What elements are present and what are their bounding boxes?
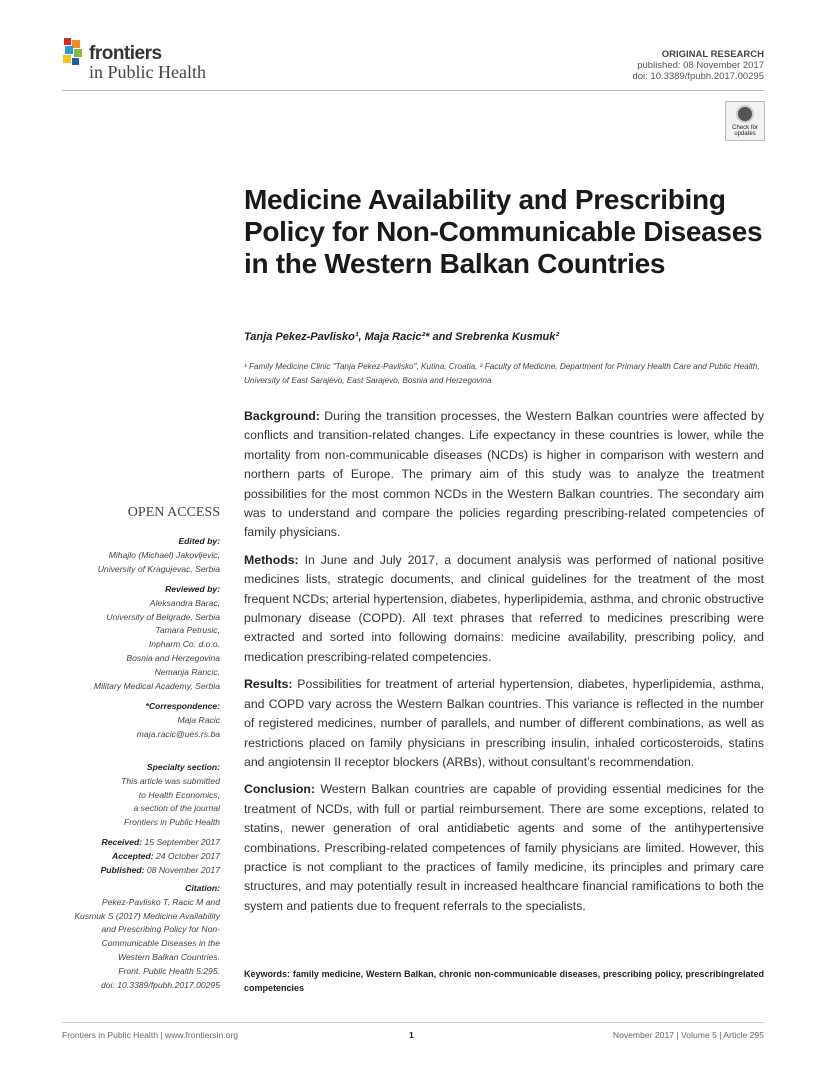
citation-line: Kusmuk S (2017) Medicine Availability (74, 910, 220, 921)
date-label: Published: (100, 864, 145, 875)
edited-by (50, 535, 220, 576)
reviewed-by-heading: Reviewed by: (165, 584, 220, 594)
date-value: 08 November 2017 (144, 864, 220, 875)
page-number: 1 (409, 1030, 414, 1040)
doi[interactable]: doi: 10.3389/fpubh.2017.00295 (632, 71, 764, 82)
reviewed-by (50, 583, 220, 693)
frontiers-logo-icon (62, 37, 84, 67)
section-label: Background: (244, 409, 320, 423)
date-value: 15 September 2017 (142, 837, 220, 847)
correspondence (50, 700, 220, 741)
affiliations: ¹ Family Medicine Clinic "Tanja Pekez-Pavlisko", Kutina, Croatia, ² Faculty of Medicine, Department for Primary Health Care and Public Health, University of East Sarajevo, East Sarajevo, Bosnia and Herzegovina (244, 362, 760, 385)
accepted-date (50, 850, 220, 864)
date-value: 24 October 2017 (153, 850, 220, 861)
specialty-section (50, 761, 220, 830)
published-date-side (50, 864, 220, 878)
dates (50, 836, 220, 877)
correspondent-name: Maja Racic (177, 714, 220, 725)
journal-subtitle: in Public Health (89, 62, 206, 82)
reviewer-line: Military Medical Academy, Serbia (93, 680, 220, 691)
check-for-updates-button[interactable] (725, 101, 765, 141)
correspondent-email[interactable]: maja.racic@ues.rs.ba (136, 728, 220, 739)
abstract-results (244, 675, 764, 772)
editor-line: University of Kragujevac, Serbia (97, 563, 220, 574)
correspondence-heading: *Correspondence: (145, 701, 220, 711)
footer-issue: November 2017 | Volume 5 | Article 295 (612, 1030, 764, 1040)
citation-doi[interactable]: doi: 10.3389/fpubh.2017.00295 (101, 979, 220, 990)
editor-line: Mihajlo (Michael) Jakovljevic, (108, 549, 220, 560)
abstract (244, 407, 764, 924)
section-text: Western Balkan countries are capable of providing essential medicines for the treatment of NCDs, with full or partial reimbursement. There are some exceptions, related to statins, newer generation of oral antidiabetic agents and some of the antihypertensive combinations. Prescribing-related competences of family physicians are limited. However, this practice is not compliant to the practices of family medicine, its principles and primary care structures, and may potentially result in increased healthcare financial ramifications to both the system and patients due to frequent referrals to the specialists. (244, 782, 764, 913)
citation-line: Western Balkan Countries. (117, 951, 220, 962)
citation (50, 882, 220, 992)
reviewer-line: Bosnia and Herzegovina (126, 652, 220, 663)
section-label: Methods: (244, 552, 299, 567)
abstract-background (244, 407, 764, 543)
reviewer-line: Aleksandra Barac, (149, 597, 220, 608)
citation-line: and Prescribing Policy for Non- (101, 924, 220, 935)
keywords-label: Keywords: (244, 969, 291, 979)
footer-journal[interactable]: Frontiers in Public Health | www.frontiersin.org (62, 1030, 239, 1040)
reviewer-line: University of Belgrade, Serbia (106, 611, 220, 622)
published-date: published: 08 November 2017 (637, 60, 764, 71)
citation-line: Front. Public Health 5:295. (118, 965, 220, 976)
authors: Tanja Pekez-Pavlisko¹, Maja Racic²* and Srebrenka Kusmuk² (244, 331, 560, 343)
section-text: In June and July 2017, a document analysis was performed of national positive medicines lists, strategic documents, and clinical guidelines for the treatment of the most frequent NCDs; arterial hypertension, diabetes, hyperlipidemia, asthma, and chronic obstructive pulmonary disease (COPD). All text phrases that referred to medicines prescribing were extracted and sorted into following domains: medicine availability, prescribing policy, and medication prescribing-related competencies. (244, 552, 764, 664)
received-date (50, 836, 220, 850)
section-label: Conclusion: (244, 782, 316, 797)
reviewer-line: Nemanja Rancic, (154, 666, 220, 677)
abstract-conclusion (244, 780, 764, 916)
specialty-line: This article was submitted (121, 775, 220, 786)
article-meta (632, 49, 764, 82)
abstract-methods (244, 551, 764, 667)
specialty-line: a section of the journal (133, 803, 220, 814)
article-type: ORIGINAL RESEARCH (661, 49, 764, 60)
citation-line: Pekez-Pavlisko T, Racic M and (101, 896, 220, 907)
open-access-label: OPEN ACCESS (127, 505, 220, 520)
specialty-line: to Health Economics, (138, 789, 220, 800)
journal-name: frontiers (89, 43, 162, 64)
check-updates-icon (736, 105, 754, 123)
citation-heading: Citation: (185, 883, 220, 893)
section-label: Results: (244, 677, 293, 692)
check-updates-label: Check for updates (732, 125, 758, 137)
reviewer-line: Inpharm Co. d.o.o. (148, 639, 220, 650)
footer-divider (62, 1022, 764, 1023)
section-text: During the transition processes, the Western Balkan countries were affected by conflicts and transition-related changes. Life expectancy in these countries is lower, while the mortality from non-communicable diseases (NCDs) is higher in comparison with western and northern parts of Europe. The primary aim of this study was to analyze the treatment possibilities for the most common NCDs in the Western Balkan countries. The secondary aim was to understand and compare the policies regarding prescribing-related competencies of family physicians. (244, 409, 764, 540)
article-title: Medicine Availability and Prescribing Policy for Non-Communicable Diseases in the Western Balkan Countries (244, 184, 763, 279)
specialty-line: Frontiers in Public Health (123, 817, 220, 828)
edited-by-heading: Edited by: (178, 536, 220, 546)
keywords-text: family medicine, Western Balkan, chronic non-communicable diseases, prescribing policy, prescribingrelated competencies (244, 969, 764, 993)
header-divider (62, 90, 764, 91)
keywords (244, 967, 764, 995)
section-text: Possibilities for treatment of arterial hypertension, diabetes, hyperlipidemia, asthma, and COPD vary across the Western Balkan countries. This variance is reflected in the number of registered medicines, number of parallels, and number of different combinations, as well as restrictions placed on family physicians in prescribing insulin, inhaled corticosteroids, statins and angiotensin II receptor blockers (ARBs), without consultant’s recommendation. (244, 677, 764, 769)
reviewer-line: Tamara Petrusic, (155, 625, 220, 636)
date-label: Accepted: (112, 850, 154, 861)
specialty-heading: Specialty section: (146, 762, 220, 772)
citation-line: Communicable Diseases in the (101, 938, 220, 949)
date-label: Received: (101, 837, 143, 847)
